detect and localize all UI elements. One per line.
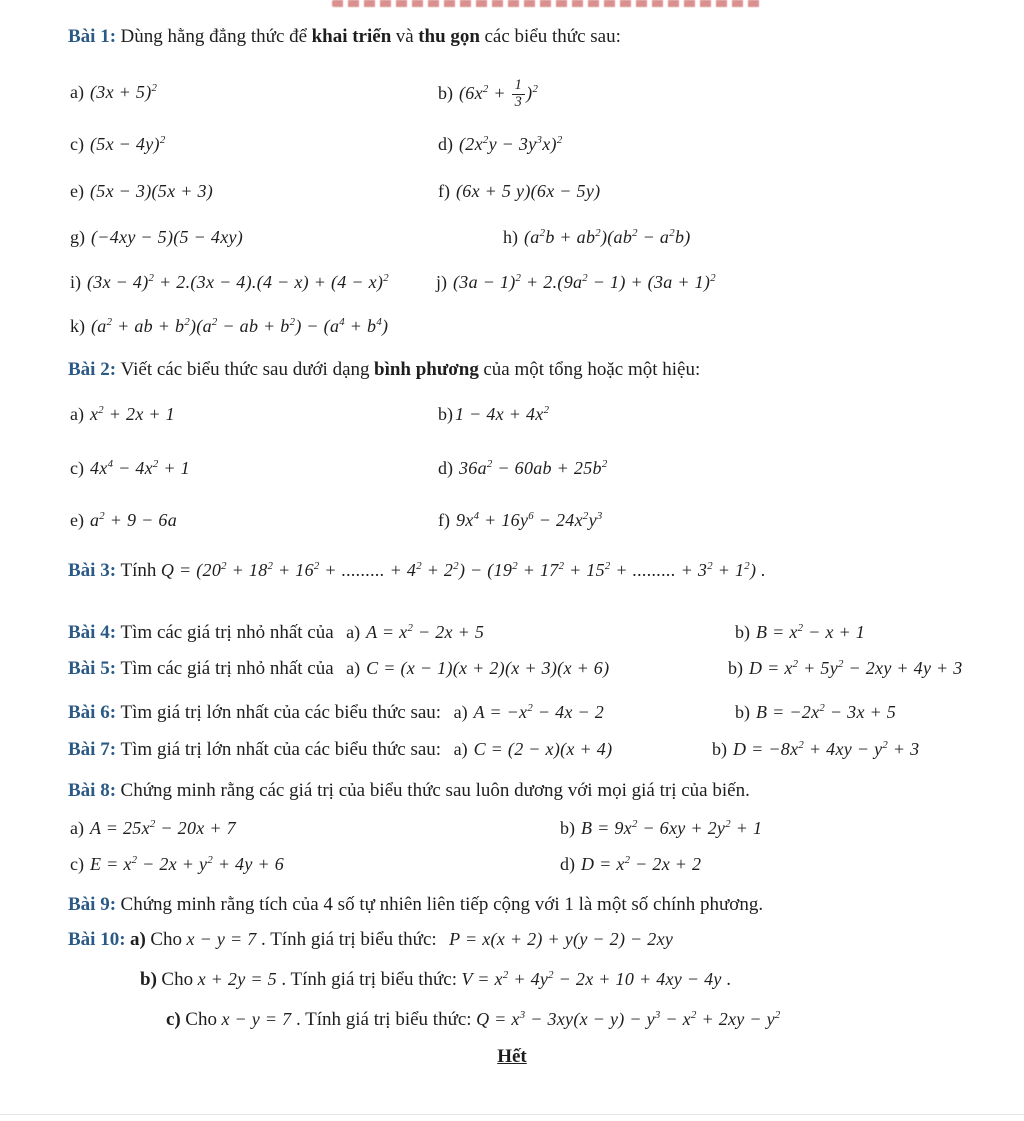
exercise-8-item-c	[70, 854, 284, 875]
exercise-8-label: Bài 8:	[68, 780, 117, 801]
item-letter: b)	[712, 739, 727, 759]
math-expression: $Q = x^3 - 3xy(x - y) - y^3 - x^2 + 2xy - y^2$	[476, 1009, 781, 1029]
exercise-10c-mid: . Tính giá trị biểu thức:	[295, 1009, 472, 1030]
math-expression: $1 - 4x + 4x^2$	[455, 404, 550, 424]
item-letter: b)	[438, 82, 453, 103]
exercise-6-label: Bài 6:	[68, 702, 117, 723]
math-expression: $A = 25x^2 - 20x + 7$	[89, 818, 236, 838]
item-letter: b)	[560, 818, 575, 838]
item-letter: h)	[503, 227, 518, 247]
item-letter: b)	[728, 658, 743, 678]
item-letter: c)	[70, 458, 84, 478]
exercise-1-intro-bold: thu gọn	[418, 26, 480, 47]
exercise-2-item-e	[70, 510, 177, 531]
math-expression: $4x^4 - 4x^2 + 1$	[89, 458, 190, 478]
item-letter: b)	[438, 404, 453, 424]
math-expression: $D = x^2 + 5y^2 - 2xy + 4y + 3$	[749, 658, 963, 678]
math-expression: $(a^2b + ab^2)(ab^2 - a^2b)$	[524, 227, 691, 247]
exercise-8-item-d	[560, 854, 701, 875]
exercise-1-item-k	[70, 316, 388, 337]
item-letter: d)	[438, 134, 453, 154]
exercise-1-item-c	[70, 134, 166, 155]
math-expression: (6x + 5 y)(6x − 5y)	[456, 181, 601, 201]
exercise-10-line-b	[140, 969, 1024, 991]
math-expression: $D = x^2 - 2x + 2$	[581, 854, 702, 874]
exercise-1-item-h	[503, 227, 691, 248]
item-letter: g)	[70, 227, 85, 247]
math-expression: ($a^2$ + ab + $b^2)(a^2$ − ab + $b^2) - (a^4 + b^4)$	[91, 316, 389, 336]
math-expression: (−4xy − 5)(5 − 4xy)	[91, 227, 244, 247]
exercise-10-line-c	[166, 1009, 1024, 1031]
math-expression: $a^2 + 9 - 6a$	[89, 510, 177, 530]
exercise-3-label: Bài 3:	[68, 560, 117, 581]
exercise-2-intro-text: của một tổng hoặc một hiệu:	[483, 359, 701, 380]
item-letter: e)	[70, 181, 84, 201]
exercise-6-text: Tìm giá trị lớn nhất của các biểu thức sau:	[120, 702, 442, 723]
exercise-10c-cho: Cho	[185, 1009, 217, 1030]
exercise-1-item-f	[438, 181, 600, 202]
exercise-10a-mid: . Tính giá trị biểu thức:	[261, 929, 437, 950]
math-condition: x + 2y = 5	[197, 969, 277, 989]
exercise-2-intro-text: Viết các biểu thức sau dưới dạng	[120, 359, 370, 380]
exercise-4-line	[68, 622, 1024, 644]
exercise-10-label: Bài 10:	[68, 929, 126, 950]
exercise-8-heading	[68, 780, 1024, 802]
sentence-period: .	[726, 969, 731, 990]
item-letter: b)	[140, 969, 157, 990]
exercise-1-item-j	[436, 272, 716, 293]
item-letter: e)	[70, 510, 84, 530]
exercise-5-text: Tìm các giá trị nhỏ nhất của	[120, 658, 334, 679]
exercise-1-intro-bold: khai triển	[311, 26, 392, 47]
exercise-7-item-b	[712, 739, 919, 760]
exercise-1-intro-text: Dùng hằng đẳng thức để	[120, 26, 308, 47]
exercise-1-item-d	[438, 134, 563, 155]
exercise-3-line	[68, 560, 1024, 582]
exercise-1-heading	[68, 26, 1024, 48]
exercise-8-item-b	[560, 818, 762, 839]
exercise-7-label: Bài 7:	[68, 739, 117, 760]
math-expression: $A = x^2 - 2x + 5$	[366, 622, 485, 642]
math-prefix: ($6x^2$ +	[459, 82, 511, 103]
item-letter: c)	[70, 134, 84, 154]
item-letter: a)	[453, 739, 468, 759]
end-marker: Hết	[497, 1046, 527, 1067]
fraction-numerator: 1	[512, 78, 526, 95]
math-expression: (5x − 3)(5x + 3)	[89, 181, 214, 201]
math-expression: $36a^2 - 60ab + 25b^2$	[459, 458, 608, 478]
item-letter: d)	[560, 854, 575, 874]
exercise-3-text: Tính	[120, 560, 157, 581]
item-letter: j)	[436, 272, 447, 292]
fraction-denominator: 3	[514, 93, 523, 110]
exercise-1-item-i	[70, 272, 389, 293]
exercise-9-text: Chứng minh rằng tích của 4 số tự nhiên liên tiếp cộng với 1 là một số chính phương.	[120, 894, 764, 915]
math-condition: x − y = 7	[186, 929, 257, 949]
item-letter: i)	[70, 272, 81, 292]
item-letter: a)	[453, 702, 468, 722]
exercise-8-item-a	[70, 818, 236, 839]
math-expression: $(3x + 5)^2$	[89, 82, 158, 102]
math-expression: $(5x - 4y)^2$	[89, 134, 166, 154]
math-expression: P = x(x + 2) + y(y − 2) − 2xy	[449, 929, 674, 949]
exercise-7-text: Tìm giá trị lớn nhất của các biểu thức sau:	[120, 739, 442, 760]
math-expression: $9x^4 + 16y^6 - 24x^2y^3$	[456, 510, 603, 530]
math-expression: $(2x^2y - 3y^3x)^2$	[459, 134, 563, 154]
exercise-10b-cho: Cho	[161, 969, 194, 990]
exercise-5-label: Bài 5:	[68, 658, 117, 679]
exercise-10a-cho: Cho	[150, 929, 183, 950]
exercise-4-text: Tìm các giá trị nhỏ nhất của	[120, 622, 334, 643]
exercise-9-line	[68, 894, 1024, 916]
item-letter: a)	[130, 929, 146, 950]
exercise-4-label: Bài 4:	[68, 622, 117, 643]
exercise-1-item-b	[438, 78, 538, 111]
exercise-2-item-b	[438, 404, 549, 425]
exercise-2-item-f	[438, 510, 603, 531]
exercise-6-item-b	[735, 702, 896, 723]
math-expression	[459, 77, 539, 110]
item-letter: f)	[438, 181, 450, 201]
math-expression: C = (x − 1)(x + 2)(x + 3)(x + 6)	[366, 658, 610, 678]
exercise-1-label: Bài 1:	[68, 26, 117, 47]
math-suffix: )$^2$	[526, 82, 539, 103]
math-expression: $A = -x^2 - 4x - 2$	[473, 702, 605, 722]
exercise-5-line	[68, 658, 1024, 680]
exercise-4-item-b	[735, 622, 865, 643]
exercise-6-line	[68, 702, 1024, 724]
item-letter: k)	[70, 316, 85, 336]
math-expression: $Q = (20^2 + 18^2 + 16^2$ + ......... + $4^2 + 2^2) - (19^2 + 17^2 + 15^2$ + ......... + $3^2 + 1^2$) .	[160, 560, 766, 580]
page-bottom-divider	[0, 1114, 1024, 1115]
math-expression: $V = x^2 + 4y^2 - 2x + 10 + 4xy - 4y$	[461, 969, 722, 989]
math-expression: $E = x^2 - 2x + y^2 + 4y + 6$	[89, 854, 284, 874]
item-letter: a)	[346, 658, 361, 678]
exercise-10-line-a	[68, 929, 1024, 951]
item-letter: a)	[70, 82, 84, 102]
item-letter: a)	[70, 404, 84, 424]
math-expression: $(3a - 1)^2 + 2.(9a^2 - 1) + (3a + 1)^2$	[453, 272, 716, 292]
exercise-1-intro-text: các biểu thức sau:	[484, 26, 621, 47]
exercise-8-text: Chứng minh rằng các giá trị của biểu thức sau luôn dương với mọi giá trị của biến.	[120, 780, 750, 801]
exercise-2-heading	[68, 359, 1024, 381]
math-expression: $D = -8x^2 + 4xy - y^2 + 3$	[733, 739, 920, 759]
exercise-9-label: Bài 9:	[68, 894, 117, 915]
item-letter: a)	[70, 818, 84, 838]
math-condition: x − y = 7	[221, 1009, 292, 1029]
exercise-7-line	[68, 739, 1024, 761]
exercise-1-intro-text: và	[395, 26, 414, 47]
exercise-5-item-b	[728, 658, 963, 679]
math-expression: $B = 9x^2 - 6xy + 2y^2 + 1$	[581, 818, 763, 838]
item-letter: a)	[346, 622, 361, 642]
math-expression: C = (2 − x)(x + 4)	[473, 739, 613, 759]
exercise-1-item-g	[70, 227, 243, 248]
exercise-2-label: Bài 2:	[68, 359, 117, 380]
math-expression: $B = x^2 - x + 1$	[756, 622, 866, 642]
exercise-1-item-a	[70, 82, 157, 103]
item-letter: c)	[70, 854, 84, 874]
fraction	[512, 78, 526, 111]
item-letter: f)	[438, 510, 450, 530]
exercise-10b-mid: . Tính giá trị biểu thức:	[281, 969, 458, 990]
exercise-1-item-e	[70, 181, 213, 202]
item-letter: d)	[438, 458, 453, 478]
item-letter: b)	[735, 622, 750, 642]
cropped-red-header-text	[332, 0, 764, 7]
math-expression: $x^2 + 2x + 1$	[89, 404, 175, 424]
item-letter: b)	[735, 702, 750, 722]
exercise-2-intro-bold: bình phương	[374, 359, 479, 380]
math-expression: $B = -2x^2 - 3x + 5$	[756, 702, 897, 722]
exercise-2-item-c	[70, 458, 190, 479]
math-expression: $(3x - 4)^2 + 2.(3x - 4).(4 - x) + (4 - x)^2$	[87, 272, 389, 292]
exercise-2-item-a	[70, 404, 175, 425]
exercise-2-item-d	[438, 458, 608, 479]
item-letter: c)	[166, 1009, 181, 1030]
